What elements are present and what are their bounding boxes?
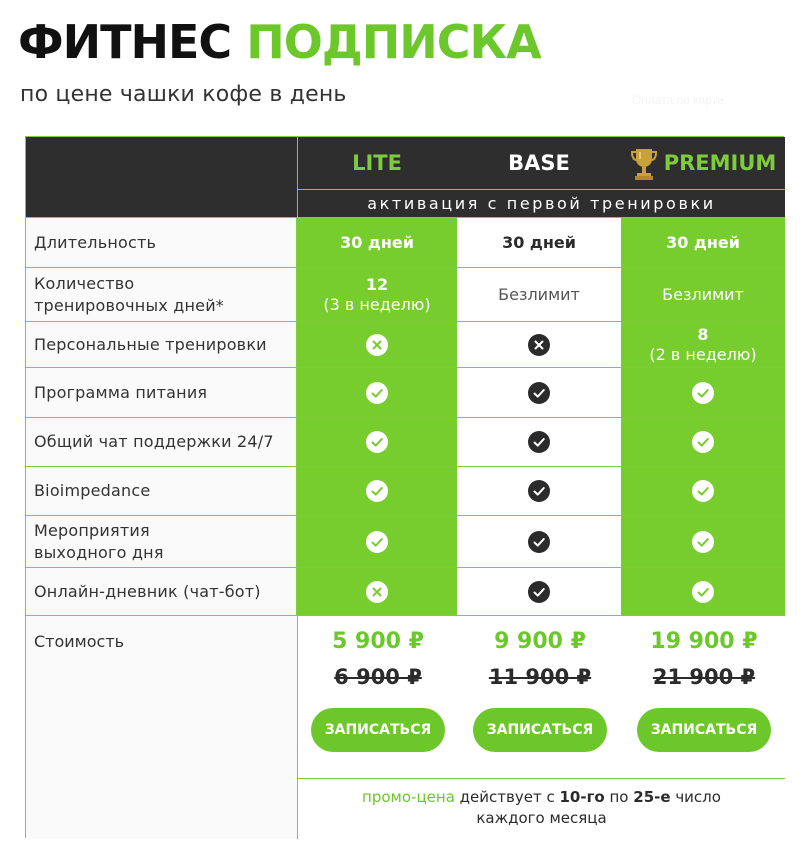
check-icon: [692, 581, 714, 603]
promo-day-to: 25-е: [633, 788, 671, 806]
row-label: Онлайн-дневник (чат-бот): [26, 568, 297, 615]
row-duration: [26, 217, 785, 267]
trophy-icon: [630, 147, 658, 181]
title-black: ФИТНЕС: [18, 15, 232, 69]
row-bioimpedance: [26, 466, 785, 515]
cell-base: 30 дней: [457, 218, 621, 267]
cell-lite: [297, 418, 457, 466]
check-icon: [692, 382, 714, 404]
price-old: 6 900 ₽: [334, 665, 422, 689]
cell-base: [457, 568, 621, 615]
cell-lite: [297, 322, 457, 367]
price-old: 21 900 ₽: [652, 665, 756, 689]
plan-premium-title: [621, 137, 785, 190]
cell-base: [457, 322, 621, 367]
signup-base-button[interactable]: ЗАПИСАТЬСЯ: [473, 708, 607, 752]
cell-base: [457, 368, 621, 417]
promo-text: число: [670, 788, 721, 806]
signup-premium-button[interactable]: ЗАПИСАТЬСЯ: [637, 708, 771, 752]
price-premium: [622, 616, 786, 779]
cell-lite: [297, 568, 457, 615]
check-icon: [528, 431, 550, 453]
promo-line2: каждого месяца: [476, 809, 607, 827]
row-label: Bioimpedance: [26, 467, 297, 515]
cell-premium: [621, 368, 785, 417]
cell-premium: Безлимит: [621, 268, 785, 321]
row-label: Программа питания: [26, 368, 297, 417]
plan-base-title: BASE: [508, 151, 570, 175]
promo-text: действует с: [454, 788, 560, 806]
cell-premium: [621, 516, 785, 567]
row-training-days: [26, 267, 785, 321]
promo-day-from: 10-го: [559, 788, 605, 806]
page-subtitle: по цене чашки кофе в день: [20, 82, 347, 107]
price-area: [297, 615, 785, 778]
promo-highlight: промо-цена: [362, 788, 455, 806]
page-title: [18, 14, 541, 70]
activation-note: активация с первой тренировки: [297, 190, 785, 217]
cell-lite: [297, 467, 457, 515]
cross-icon: [366, 581, 388, 603]
cell-base: Безлимит: [457, 268, 621, 321]
price-label: Стоимость: [26, 615, 297, 839]
row-chat: [26, 417, 785, 466]
check-icon: [528, 382, 550, 404]
cell-premium: [621, 568, 785, 615]
row-nutrition: [26, 367, 785, 417]
promo-text: по: [604, 788, 634, 806]
check-icon: [692, 480, 714, 502]
check-icon: [528, 581, 550, 603]
plan-lite-title: LITE: [352, 151, 402, 175]
price-lite: [298, 616, 458, 779]
row-label: Персональные тренировки: [26, 322, 297, 367]
cross-icon: [528, 334, 550, 356]
plan-premium-label: PREMIUM: [663, 151, 777, 175]
cell-base: [457, 467, 621, 515]
cell-lite: [297, 516, 457, 567]
price-base: [458, 616, 622, 779]
row-diary: [26, 567, 785, 615]
check-icon: [366, 480, 388, 502]
cell-lite: 12 (3 в неделю): [297, 268, 457, 321]
row-label: Мероприятия выходного дня: [26, 516, 297, 567]
signup-lite-button[interactable]: ЗАПИСАТЬСЯ: [311, 708, 445, 752]
header-corner: [26, 137, 297, 217]
row-label: Количество тренировочных дней*: [26, 268, 297, 321]
pricing-table: [25, 136, 784, 838]
price-new: 5 900 ₽: [332, 629, 424, 654]
price-new: 9 900 ₽: [494, 629, 586, 654]
cross-icon: [366, 334, 388, 356]
check-icon: [366, 382, 388, 404]
row-personal: [26, 321, 785, 367]
check-icon: [692, 531, 714, 553]
cell-premium: [621, 418, 785, 466]
row-label: Общий чат поддержки 24/7: [26, 418, 297, 466]
check-icon: [366, 531, 388, 553]
check-icon: [366, 431, 388, 453]
cell-lite: [297, 368, 457, 417]
cell-premium: 30 дней: [621, 218, 785, 267]
check-icon: [692, 431, 714, 453]
cell-premium: [621, 467, 785, 515]
price-old: 11 900 ₽: [488, 665, 592, 689]
row-events: [26, 515, 785, 567]
check-icon: [528, 531, 550, 553]
row-label: Длительность: [26, 218, 297, 267]
cell-base: [457, 516, 621, 567]
check-icon: [528, 480, 550, 502]
price-new: 19 900 ₽: [650, 629, 758, 654]
ghost-text: Оплата по карте: [632, 93, 724, 107]
title-green: ПОДПИСКА: [246, 15, 541, 69]
promo-note: [297, 778, 785, 839]
cell-premium: 8 (2 в неделю): [621, 322, 785, 367]
cell-lite: 30 дней: [297, 218, 457, 267]
cell-base: [457, 418, 621, 466]
